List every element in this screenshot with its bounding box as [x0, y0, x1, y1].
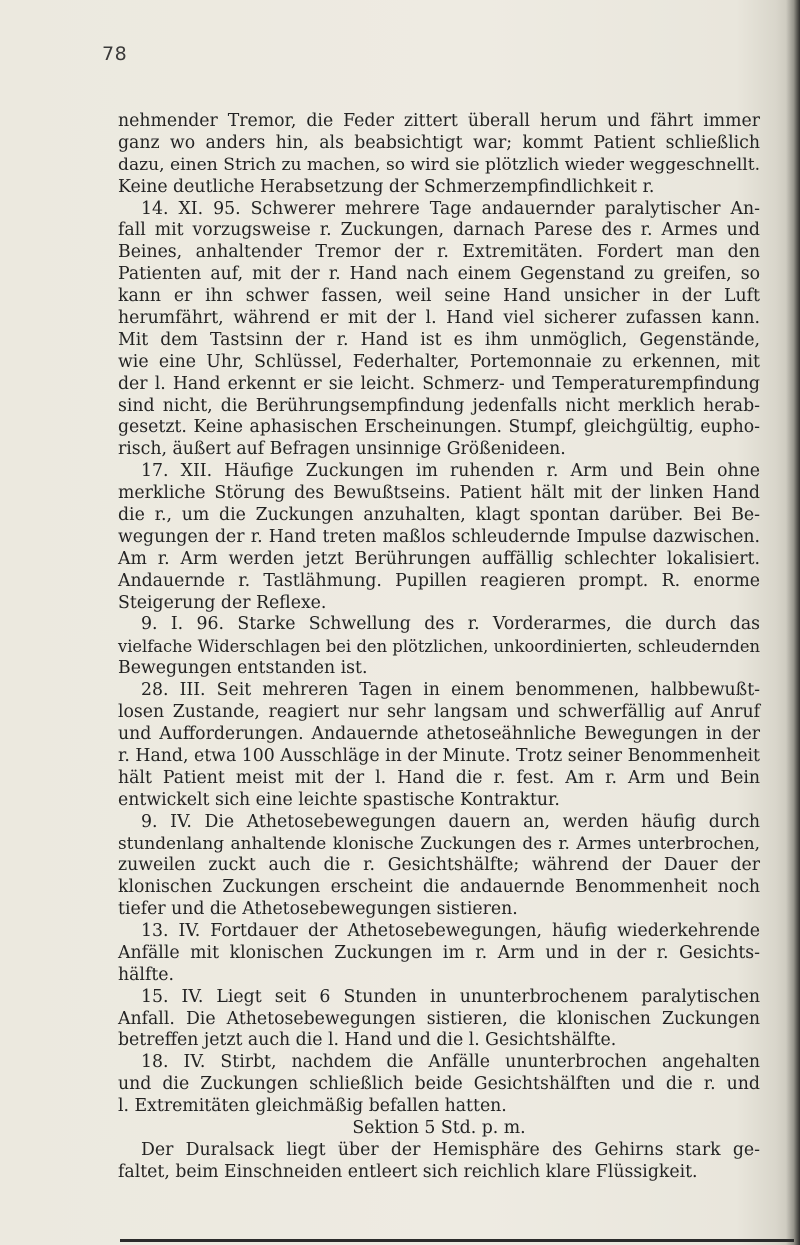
text-line: entwickelt sich eine leichte spastische Kontraktur.	[118, 789, 560, 810]
text-line: l. Extremitäten gleichmäßig befallen hatten.	[118, 1096, 507, 1117]
text-line: wie eine Uhr, Schlüssel, Federhalter, Portemonnaie zu erkennen, mit	[118, 351, 760, 372]
text-line: 9. I. 96. Starke Schwellung des r. Vorderarmes, die durch das	[141, 614, 760, 635]
text-line: Andauernde r. Tastlähmung. Pupillen reagieren prompt. R. enorme	[118, 570, 760, 591]
text-line: hält Patient meist mit der l. Hand die r. fest. Am r. Arm und Bein	[118, 767, 760, 788]
page-edge-shadow	[786, 0, 800, 1245]
body-text	[118, 111, 760, 1184]
section-heading: Sektion 5 Std. p. m.	[352, 1117, 526, 1138]
text-line: tiefer und die Athetosebewegungen sistieren.	[118, 899, 518, 920]
text-line: risch, äußert auf Befragen unsinnige Größenideen.	[118, 439, 566, 460]
text-line: hälfte.	[118, 964, 175, 985]
text-line: Keine deutliche Herabsetzung der Schmerzempfindlichkeit r.	[118, 176, 655, 197]
text-line: und die Zuckungen schließlich beide Gesichtshälften und die r. und	[118, 1074, 760, 1095]
text-line: wegungen der r. Hand treten maßlos schleudernde Impulse dazwischen.	[118, 526, 760, 547]
text-line: stundenlang anhaltende klonische Zuckungen des r. Armes unterbrochen,	[118, 833, 760, 854]
text-line: nehmender Tremor, die Feder zittert überall herum und fährt immer	[118, 111, 760, 131]
text-line: dazu, einen Strich zu machen, so wird sie plötzlich wieder weggeschnellt.	[118, 154, 760, 175]
text-line: Patienten auf, mit der r. Hand nach einem Gegenstand zu greifen, so	[118, 264, 760, 285]
text-line: Mit dem Tastsinn der r. Hand ist es ihm unmöglich, Gegenstände,	[118, 329, 760, 350]
text-line: 14. XI. 95. Schwerer mehrere Tage andauernder paralytischer An-	[141, 198, 760, 219]
text-line: Beines, anhaltender Tremor der r. Extremitäten. Fordert man den	[118, 242, 760, 263]
text-line: losen Zustande, reagiert nur sehr langsam und schwerfällig auf Anruf	[118, 702, 760, 723]
text-line: und Aufforderungen. Andauernde athetoseähnliche Bewegungen in der	[118, 723, 760, 744]
text-line: Der Duralsack liegt über der Hemisphäre des Gehirns stark ge-	[141, 1139, 760, 1160]
text-line: betreffen jetzt auch die l. Hand und die l. Gesichtshälfte.	[118, 1030, 617, 1051]
text-line: Am r. Arm werden jetzt Berührungen auffällig schlechter lokalisiert.	[118, 548, 760, 569]
text-line: ganz wo anders hin, als beabsichtigt war; kommt Patient schließlich	[118, 132, 760, 153]
text-line: merkliche Störung des Bewußtseins. Patient hält mit der linken Hand	[118, 483, 760, 504]
text-line: 28. III. Seit mehreren Tagen in einem benommenen, halbbewußt-	[141, 680, 760, 701]
text-line: 15. IV. Liegt seit 6 Stunden in ununterbrochenem paralytischen	[141, 986, 760, 1007]
text-line: kann er ihn schwer fassen, weil seine Hand unsicher in der Luft	[118, 286, 760, 307]
text-line: vielfache Widerschlagen bei den plötzlichen, unkoordinierten, schleudernden	[118, 637, 760, 657]
text-line: die r., um die Zuckungen anzuhalten, klagt spontan darüber. Bei Be-	[118, 505, 760, 526]
scan-bottom-edge	[120, 1239, 794, 1242]
text-line: sind nicht, die Berührungsempfindung jedenfalls nicht merklich herab-	[118, 395, 760, 416]
text-line: gesetzt. Keine aphasischen Erscheinungen. Stumpf, gleichgültig, eupho-	[118, 417, 760, 438]
text-line: 17. XII. Häufige Zuckungen im ruhenden r. Arm und Bein ohne	[141, 461, 760, 482]
page-number: 78	[102, 43, 128, 65]
text-line: Anfall. Die Athetosebewegungen sistieren, die klonischen Zuckungen	[118, 1008, 760, 1029]
text-line: r. Hand, etwa 100 Ausschläge in der Minute. Trotz seiner Benommenheit	[118, 745, 760, 766]
text-line: der l. Hand erkennt er sie leicht. Schmerz- und Temperaturempfindung	[118, 373, 760, 394]
text-line: 9. IV. Die Athetosebewegungen dauern an, werden häufig durch	[141, 811, 760, 832]
text-line: 13. IV. Fortdauer der Athetosebewegungen, häufig wiederkehrende	[141, 920, 760, 941]
text-line: 18. IV. Stirbt, nachdem die Anfälle ununterbrochen angehalten	[141, 1052, 760, 1073]
text-line: herumfährt, während er mit der l. Hand viel sicherer zufassen kann.	[118, 308, 760, 329]
text-line: faltet, beim Einschneiden entleert sich reichlich klare Flüssigkeit.	[118, 1161, 698, 1182]
text-line: klonischen Zuckungen erscheint die andauernde Benommenheit noch	[118, 877, 760, 898]
text-line: Steigerung der Reflexe.	[118, 592, 327, 613]
text-line: Anfälle mit klonischen Zuckungen im r. Arm und in der r. Gesichts-	[118, 942, 760, 963]
text-line: fall mit vorzugsweise r. Zuckungen, darnach Parese des r. Armes und	[118, 220, 760, 241]
text-line: Bewegungen entstanden ist.	[118, 658, 368, 679]
text-line: zuweilen zuckt auch die r. Gesichtshälfte; während der Dauer der	[118, 855, 760, 876]
